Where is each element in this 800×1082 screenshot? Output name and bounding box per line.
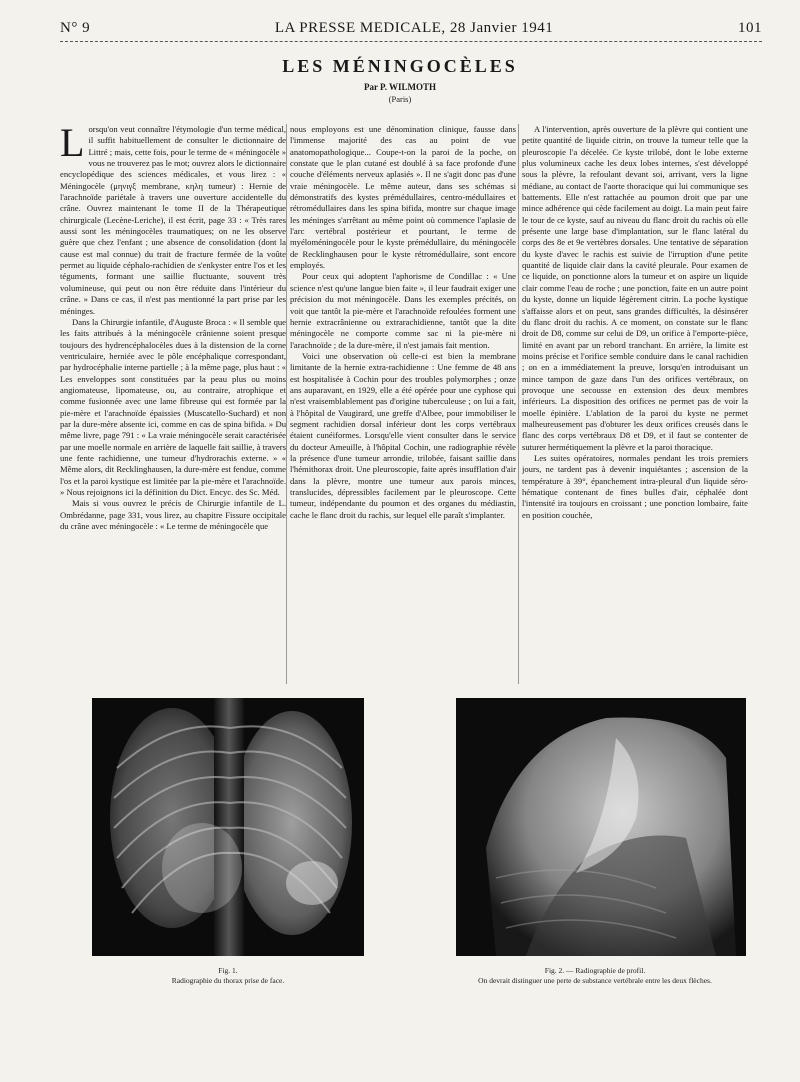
text-column-1 bbox=[60, 124, 286, 690]
figure-1-caption bbox=[92, 966, 364, 986]
figure-2-radiograph bbox=[456, 698, 746, 956]
figure-2-caption bbox=[400, 966, 790, 986]
article-place: (Paris) bbox=[388, 94, 412, 104]
paragraph: orsqu'on veut connaître l'étymologie d'un terme médical, il suffit habituellement de consulter le dictionnaire de Littré ; mais, cette fois, pour le terme de « méningocèle » vous ne trouverez pas le mot; ouvrez alors le dictionnaire encyclopédique des sciences médicales, et vous lirez : « Méningocèle (μηνιγξ membrane, κηλη tumeur) : Hernie de l'arachnoïde pariétale à travers une ouverture accidentelle du crâne. Ouvrez maintenant le tome II de la Thérapeutique chirurgicale (Lecène-Leriche), il est écrit, page 33 : « Très rares aussi sont les méningocèles traumatiques; on ne les observe guère que chez l'enfant ; une absence de consolidation (dont la cause est mal connue) du trait de fracture fermée de la voûte permet au liquide céphalo-rachidien de s'enkyster entre l'os et les téguments, formant une saillie fluctuante, souvent très volumineuse, qui peut ou non être réduite dans l'intérieur du crâne. » Dans ce cas, il n'est pas mentionné la part prise par les méninges. bbox=[60, 124, 286, 316]
paragraph: Dans la Chirurgie infantile, d'Auguste Broca : « Il semble que les faits attribués à la méningocèle crânienne soient presque toujours des hydrencéphalocèles dues à la distension de la corne ventriculaire, herniée avec le pôle encéphalique correspondant, par hydrocéphalie interne partielle ; à la même page, plus haut : « Les enveloppes sont constituées par la peau plus ou moins angiomateuse, lipomateuse, ou, au contraire, atrophique et comme fusionnée avec une lame fibreuse qui est formée par la pie-mère et l'arachnoïde épaissies (Muscatello-Suchard) et non par la dure-mère absente ici, comme en cas de spina bifida. » Du même livre, page 791 : « La vraie méningocèle serait caractérisée par une moelle normale en arrière de laquelle fait saillie, à travers une fente rachidienne, une tumeur d'hydrorachis externe. » « Même alors, dit Recklinghausen, la dure-mère est fendue, comme l'os et la paroi kystique est limitée par la pie-mère et l'arachnoïde. » Nous rejoignons ici la définition du Dict. Encyc. des Sc. Méd. bbox=[60, 316, 286, 497]
issue-number: N° 9 bbox=[60, 19, 91, 36]
paragraph: Les suites opératoires, normales pendant les trois premiers jours, ne tardent pas à devenir inquiétantes ; ascension de la température à 39°, épanchement intra-pleural d'un liquide séro-hématique contenant de fines bulles d'air, céphalée dont l'intensité ira toujours en croissant ; une ponction lombaire, faite en position couchée, bbox=[522, 452, 748, 520]
drop-cap: L bbox=[60, 124, 85, 165]
paragraph: Voici une observation où celle-ci est bien la membrane limitante de la hernie extra-rachidienne : Une femme de 48 ans est hospitalisée à Cochin pour des troubles polymorphes ; onze ans auparavant, en 1929, elle a été opérée pour une cyphose qui n'est vraisemblablement pas d'origine tuberculeuse ; on lui a fait, à l'hôpital de Vaugirard, une greffe d'Albee, pour immobiliser le segment rachidien dorsal inférieur dont les corps vertébraux étaient cunéiformes. Lorsqu'elle vient consulter dans le service du docteur Ameuille, à l'hôpital Cochin, une radiographie révèle la présence d'une tumeur arrondie, trilobée, faisant saillie dans l'hémithorax droit. Une pleuroscopie, faite après insufflation d'air dans la plèvre, montre une tumeur aux parois minces, translucides, dépressibles facilement par le pleuroscope. Cette tumeur, indépendante du poumon et des organes du médiastin, cache le flanc droit du rachis, sur lequel elle paraît s'implanter. bbox=[290, 350, 516, 520]
header-rule bbox=[60, 41, 762, 42]
column-divider bbox=[286, 124, 287, 684]
article-title: LES MÉNINGOCÈLES bbox=[282, 56, 518, 76]
page-header bbox=[60, 14, 762, 42]
text-column-2 bbox=[290, 124, 516, 690]
paragraph: Mais si vous ouvrez le précis de Chirurgie infantile de L. Ombrédanne, page 331, vous lirez, au chapitre Fissure occipitale du crâne avec méningocèle : « Le terme de méningocèle que bbox=[60, 498, 286, 532]
figure-1-label: Fig. 1. bbox=[218, 966, 238, 975]
journal-title: LA PRESSE MEDICALE, 28 Janvier 1941 bbox=[274, 19, 554, 36]
paragraph: Pour ceux qui adoptent l'aphorisme de Condillac : « Une science n'est qu'une langue bien faite », il leur faudrait exiger une précision du mot méningocèle. Dans les exemples précités, on voit que tantôt la pie-mère et l'arachnoïde refoulées forment une hernie extracrânienne ou extrarachidienne, tantôt que la dite méningocèle ne comporte comme sac ni la pie-mère ni l'arachnoïde ; de la dure-mère, il n'est jamais fait mention. bbox=[290, 271, 516, 350]
page-number: 101 bbox=[738, 19, 762, 36]
figure-1-text: Radiographie du thorax prise de face. bbox=[171, 976, 285, 985]
figure-2-label: Fig. 2. — Radiographie de profil. bbox=[544, 966, 646, 975]
article-author: Par P. WILMOTH bbox=[363, 82, 437, 92]
text-column-3 bbox=[522, 124, 748, 690]
paragraph: A l'intervention, après ouverture de la plèvre qui contient une petite quantité de liquide citrin, on trouve la tumeur telle que la pleuroscopie l'a décelée. Ce kyste trilobé, dont le lobe externe plus volumineux cache les deux lobes internes, s'est développé sous la plèvre, la refoulant devant soi, arrivant, vers la ligne médiane, au contact de l'aorte thoracique qui lui communique ses battements. Elle n'est rattachée au poumon droit que par une mince adhérence qui cède facilement au doigt. La main peut faire le tour de ce kyste, sauf au niveau du flanc droit du rachis où elle présente une large base d'implantation, sur le flanc latéral du corps des 8e et 9e vertèbres dorsales. Une tentative de séparation du kyste d'avec le rachis est suivie de l'irruption d'une petite quantité de liquide clair dans la cavité pleurale. Pour examen de ce liquide, on ponctionne alors la tumeur et on aspire un liquide clair comme l'eau de roche ; une ponction, faite en un autre point du kyste, donne un liquide légèrement citrin. La poche kystique s'affaisse alors et on peut, sans grandes difficultés, la désinsérer du flanc droit du rachis. A ce moment, on constate sur le flanc droit de D8, comme sur celui de D9, un orifice à l'emporte-pièce, limité en avant par un rebord tranchant. En arrière, la limite est moins précise et l'orifice semble conduire dans le canal rachidien ; on en a immédiatement la preuve, lorsqu'en introduisant un mince tampon de gaze dans l'un des orifices vertébraux, on provoque une secousse en extension des deux membres inférieurs. La disposition des orifices ne permet pas de voir la moelle épinière. L'ablation de la paroi du kyste ne permet malheureusement pas d'obturer les deux orifices creusés dans le flanc des corps vertébraux D8 et D9, et il faut se contenter de suturer hermétiquement la plèvre et la paroi thoracique. bbox=[522, 124, 748, 452]
figure-1-radiograph bbox=[92, 698, 364, 956]
column-divider bbox=[518, 124, 519, 684]
paragraph: nous employons est une dénomination clinique, fausse dans l'immense majorité des cas au point de vue anatomopathologique... Coupe-t-on la paroi de la poche, on constate que le plan cutané est doublé à sa face profonde d'une couche d'éléments nerveux aplasiés ». Il ne s'agit donc pas d'une vraie méningocèle. Le même auteur, dans ses schémas si démonstratifs des kystes prémédullaires, centro-médullaires et rétromédullaires dans les spina bifida, montre sur chaque image les méninges s'arrêtant au même point où commence l'aplasie de l'arc vertébral postérieur et pourtant, le terme de myéloméningocèle pour le kyste prémédullaire, du méningocèle de Recklinghausen pour le kyste rétromédullaire, sont encore employés. bbox=[290, 124, 516, 271]
figure-2-text: On devrait distinguer une perte de substance vertébrale entre les deux flèches. bbox=[478, 976, 712, 985]
